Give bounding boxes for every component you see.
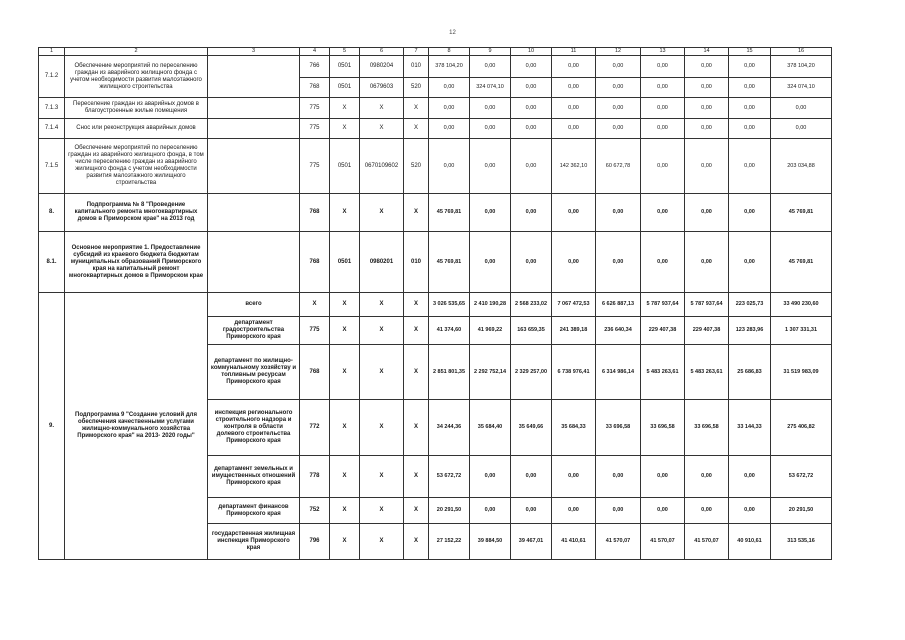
table-cell: 0,00 (552, 119, 596, 139)
table-cell: 0,00 (511, 498, 552, 524)
table-cell: 0,00 (685, 498, 729, 524)
table-cell: 35 684,40 (470, 400, 511, 456)
table-cell: X (404, 293, 429, 317)
table-cell: 0,00 (511, 98, 552, 119)
table-cell: 0,00 (552, 498, 596, 524)
row-number: 7.1.5 (39, 139, 65, 194)
table-cell: 010 (404, 56, 429, 78)
table-cell: 0,00 (771, 119, 832, 139)
table-cell: 0,00 (429, 119, 470, 139)
row-number: 7.1.2 (39, 56, 65, 98)
table-cell: 229 407,38 (641, 317, 685, 345)
table-row (39, 139, 832, 194)
table-cell: 0501 (330, 232, 360, 293)
table-cell: X (360, 400, 404, 456)
table-cell: 0,00 (729, 56, 771, 78)
table-cell: 0,00 (596, 456, 641, 498)
table-cell: 45 769,81 (429, 194, 470, 232)
table-cell: 35 684,33 (552, 400, 596, 456)
header-cell: 6 (360, 48, 404, 56)
table-cell: 766 (300, 56, 330, 78)
table-cell: 25 686,83 (729, 345, 771, 400)
header-cell: 10 (511, 48, 552, 56)
table-cell: 2 568 233,02 (511, 293, 552, 317)
table-cell: 768 (300, 194, 330, 232)
table-cell: 768 (300, 345, 330, 400)
table-cell: 0,00 (552, 56, 596, 78)
table-cell: 3 026 535,65 (429, 293, 470, 317)
table-cell: 0,00 (511, 78, 552, 98)
table-cell: 0,00 (685, 98, 729, 119)
table-cell: X (404, 498, 429, 524)
header-cell: 12 (596, 48, 641, 56)
empty-cell (208, 119, 300, 139)
table-cell: 324 074,10 (771, 78, 832, 98)
table-cell: 27 152,22 (429, 524, 470, 560)
header-cell: 4 (300, 48, 330, 56)
table-cell: 20 291,50 (771, 498, 832, 524)
table-cell: 60 672,78 (596, 139, 641, 194)
row-number: 8.1. (39, 232, 65, 293)
executor-cell: всего (208, 293, 300, 317)
table-cell: 0,00 (511, 194, 552, 232)
table-cell: X (330, 119, 360, 139)
table-cell: 0,00 (729, 232, 771, 293)
table-cell: 39 467,01 (511, 524, 552, 560)
table-cell: 0,00 (511, 56, 552, 78)
table-cell: 775 (300, 139, 330, 194)
table-cell: 0,00 (729, 98, 771, 119)
table-cell: 2 851 801,35 (429, 345, 470, 400)
table-cell: X (404, 98, 429, 119)
table-cell: 0,00 (729, 78, 771, 98)
header-cell: 2 (65, 48, 208, 56)
row-title: Обеспечение мероприятий по переселению граждан из аварийного жилищного фонда с учетом необходимости развития малоэтажного жилищного строительства (65, 56, 208, 98)
table-cell: X (404, 317, 429, 345)
table-cell: 0,00 (685, 56, 729, 78)
table-cell: 6 738 976,41 (552, 345, 596, 400)
executor-cell: департамент земельных и имущественных отношений Приморского края (208, 456, 300, 498)
table-cell: 53 672,72 (429, 456, 470, 498)
table-cell: X (404, 400, 429, 456)
table-cell: 45 769,81 (771, 194, 832, 232)
table-cell: 796 (300, 524, 330, 560)
table-cell: 236 640,34 (596, 317, 641, 345)
table-cell: X (360, 317, 404, 345)
header-cell: 14 (685, 48, 729, 56)
table-cell: 0,00 (641, 232, 685, 293)
header-cell: 9 (470, 48, 511, 56)
table-cell: X (404, 345, 429, 400)
table-row (39, 232, 832, 293)
header-cell: 8 (429, 48, 470, 56)
table-cell: 0,00 (470, 56, 511, 78)
table-cell: X (330, 194, 360, 232)
table-cell: 0,00 (596, 498, 641, 524)
table-cell: 0,00 (729, 498, 771, 524)
table-cell: 0,00 (470, 194, 511, 232)
table-cell: X (330, 98, 360, 119)
table-cell: 010 (404, 232, 429, 293)
header-cell: 3 (208, 48, 300, 56)
executor-cell: департамент градостроительства Приморского края (208, 317, 300, 345)
table-cell: X (360, 293, 404, 317)
header-cell: 1 (39, 48, 65, 56)
table-cell: X (360, 98, 404, 119)
header-cell: 13 (641, 48, 685, 56)
table-cell: 0,00 (470, 119, 511, 139)
table-cell: 5 483 263,61 (685, 345, 729, 400)
table-cell: 123 283,96 (729, 317, 771, 345)
table-cell: X (330, 345, 360, 400)
table-cell: X (360, 194, 404, 232)
table-cell: 378 104,20 (429, 56, 470, 78)
table-cell: 33 696,58 (685, 400, 729, 456)
table-cell: 41 374,60 (429, 317, 470, 345)
table-cell: 2 292 752,14 (470, 345, 511, 400)
table-cell: X (330, 400, 360, 456)
table-cell: 33 696,58 (641, 400, 685, 456)
table-cell: 775 (300, 119, 330, 139)
table-cell: X (330, 317, 360, 345)
table-cell: 0,00 (552, 98, 596, 119)
row-title: Подпрограмма 9 "Создание условий для обеспечения качественными услугами жилищно-коммунального хозяйства Приморского края" на 2013- 2020 годы" (65, 293, 208, 560)
table-cell: 0,00 (511, 139, 552, 194)
table-cell: X (404, 524, 429, 560)
table-cell: 772 (300, 400, 330, 456)
table-cell: 5 483 263,61 (641, 345, 685, 400)
table-cell: 275 406,82 (771, 400, 832, 456)
table-cell: X (404, 119, 429, 139)
table-cell: 34 244,36 (429, 400, 470, 456)
table-cell: 20 291,50 (429, 498, 470, 524)
table-cell: 0,00 (552, 456, 596, 498)
table-cell: 0,00 (641, 139, 685, 194)
table-cell: 520 (404, 78, 429, 98)
row-title: Основное мероприятие 1. Предоставление субсидий из краевого бюджета бюджетам муниципальных образований Приморского края на капитальный ремонт многоквартирных домов в Приморском крае (65, 232, 208, 293)
header-cell: 16 (771, 48, 832, 56)
table-cell: 45 769,81 (429, 232, 470, 293)
table-cell: 0,00 (685, 139, 729, 194)
header-row (39, 48, 832, 56)
table-cell: 35 649,66 (511, 400, 552, 456)
table-cell: 2 329 257,00 (511, 345, 552, 400)
table-cell: 0,00 (685, 232, 729, 293)
empty-cell (208, 194, 300, 232)
table-cell: 778 (300, 456, 330, 498)
table-cell: X (360, 119, 404, 139)
table-cell: 0501 (330, 56, 360, 78)
table-cell: 41 410,61 (552, 524, 596, 560)
table-cell: 0,00 (429, 98, 470, 119)
table-cell: 0,00 (596, 78, 641, 98)
table-cell: 0,00 (596, 119, 641, 139)
row-number: 7.1.4 (39, 119, 65, 139)
table-cell: 0,00 (685, 456, 729, 498)
table-cell: 0,00 (729, 194, 771, 232)
table-cell: 41 969,22 (470, 317, 511, 345)
table-cell: 0,00 (470, 498, 511, 524)
table-cell: 1 307 331,31 (771, 317, 832, 345)
empty-cell (208, 98, 300, 119)
table-cell: 31 519 983,09 (771, 345, 832, 400)
row-title: Снос или реконструкция аварийных домов (65, 119, 208, 139)
table-cell: 0,00 (685, 119, 729, 139)
table-cell: 53 672,72 (771, 456, 832, 498)
table-cell: 324 074,10 (470, 78, 511, 98)
table-row (39, 119, 832, 139)
empty-cell (208, 232, 300, 293)
table-cell: X (404, 194, 429, 232)
table-cell: 0,00 (552, 78, 596, 98)
table-cell: 768 (300, 232, 330, 293)
table-cell: 0,00 (641, 98, 685, 119)
table-cell: 0501 (330, 139, 360, 194)
executor-cell: инспекция регионального строительного надзора и контроля в области долевого строительства Приморского края (208, 400, 300, 456)
table-cell: 0,00 (596, 194, 641, 232)
table-cell: 0,00 (511, 232, 552, 293)
table-cell: X (330, 498, 360, 524)
budget-table (38, 47, 832, 560)
header-cell: 5 (330, 48, 360, 56)
table-cell: 520 (404, 139, 429, 194)
table-cell: 223 025,73 (729, 293, 771, 317)
table-cell: 0670109602 (360, 139, 404, 194)
table-cell: X (360, 345, 404, 400)
table-cell: 0980201 (360, 232, 404, 293)
table-cell: 313 535,16 (771, 524, 832, 560)
table-cell: 0,00 (429, 139, 470, 194)
table-cell: 0,00 (641, 456, 685, 498)
table-cell: 768 (300, 78, 330, 98)
table-cell: 0,00 (511, 119, 552, 139)
table-cell: 6 626 887,13 (596, 293, 641, 317)
table-cell: 775 (300, 98, 330, 119)
table-cell: 0,00 (685, 194, 729, 232)
table-row (39, 194, 832, 232)
table-cell: 39 884,50 (470, 524, 511, 560)
table-cell: 775 (300, 317, 330, 345)
table-cell: 0,00 (729, 456, 771, 498)
table-cell: X (360, 498, 404, 524)
table-row (39, 98, 832, 119)
empty-cell (208, 56, 300, 98)
table-cell: 0,00 (470, 456, 511, 498)
table-cell: X (330, 293, 360, 317)
table-cell: 163 659,35 (511, 317, 552, 345)
table-cell: X (300, 293, 330, 317)
header-cell: 11 (552, 48, 596, 56)
table-cell: 0,00 (470, 98, 511, 119)
table-cell: 0,00 (641, 78, 685, 98)
empty-cell (208, 139, 300, 194)
table-cell: 0,00 (596, 232, 641, 293)
table-cell: X (360, 456, 404, 498)
table-cell: 41 570,07 (596, 524, 641, 560)
table-cell: 33 696,58 (596, 400, 641, 456)
table-cell: 0,00 (641, 56, 685, 78)
row-title: Переселение граждан из аварийных домов в благоустроенные жилые помещения (65, 98, 208, 119)
table-row (39, 293, 832, 317)
table-cell: X (330, 524, 360, 560)
table-cell: 41 570,07 (641, 524, 685, 560)
page-number: 12 (449, 30, 456, 36)
table-cell: 40 910,61 (729, 524, 771, 560)
table-cell: 0,00 (470, 139, 511, 194)
table-cell: 0,00 (429, 78, 470, 98)
table-cell: 0980204 (360, 56, 404, 78)
table-cell: 203 034,88 (771, 139, 832, 194)
table-cell: 6 314 986,14 (596, 345, 641, 400)
table-row (39, 56, 832, 78)
table-cell: X (330, 456, 360, 498)
table-cell: 0501 (330, 78, 360, 98)
table-cell: X (404, 456, 429, 498)
table-cell: 229 407,38 (685, 317, 729, 345)
table-cell: 378 104,20 (771, 56, 832, 78)
row-number: 8. (39, 194, 65, 232)
row-title: Подпрограмма № 8 "Проведение капитального ремонта многоквартирных домов в Приморском крае" на 2013 год (65, 194, 208, 232)
table-cell: 0,00 (641, 194, 685, 232)
table-cell: 33 144,33 (729, 400, 771, 456)
table-cell: 0,00 (511, 456, 552, 498)
row-title: Обеспечение мероприятий по переселению граждан из аварийного жилищного фонда, в том числе переселению граждан из аварийного жилищного фонда с учетом необходимости развития малоэтажного жилищного строительства (65, 139, 208, 194)
table-cell: 0,00 (771, 98, 832, 119)
table-cell: 0,00 (729, 119, 771, 139)
table-cell: 5 787 937,64 (685, 293, 729, 317)
table-cell: 0,00 (685, 78, 729, 98)
table-cell: 33 490 230,60 (771, 293, 832, 317)
table-cell: 241 389,18 (552, 317, 596, 345)
header-cell: 7 (404, 48, 429, 56)
table-cell: 0,00 (596, 98, 641, 119)
table-cell: X (360, 524, 404, 560)
table-cell: 0679603 (360, 78, 404, 98)
table-cell: 0,00 (596, 56, 641, 78)
row-number: 9. (39, 293, 65, 560)
table-cell: 0,00 (641, 119, 685, 139)
table-cell: 142 362,10 (552, 139, 596, 194)
table-cell: 0,00 (552, 232, 596, 293)
table-cell: 2 410 190,28 (470, 293, 511, 317)
header-cell: 15 (729, 48, 771, 56)
table-cell: 41 570,07 (685, 524, 729, 560)
table-cell: 5 787 937,64 (641, 293, 685, 317)
table-cell: 752 (300, 498, 330, 524)
table-cell: 7 067 472,53 (552, 293, 596, 317)
executor-cell: государственная жилищная инспекция Приморского края (208, 524, 300, 560)
table-cell: 0,00 (641, 498, 685, 524)
table-cell: 0,00 (470, 232, 511, 293)
table-cell: 45 769,81 (771, 232, 832, 293)
row-number: 7.1.3 (39, 98, 65, 119)
table-cell: 0,00 (552, 194, 596, 232)
table-cell: 0,00 (729, 139, 771, 194)
executor-cell: департамент финансов Приморского края (208, 498, 300, 524)
executor-cell: департамент по жилищно-коммунальному хозяйству и топливным ресурсам Приморского края (208, 345, 300, 400)
